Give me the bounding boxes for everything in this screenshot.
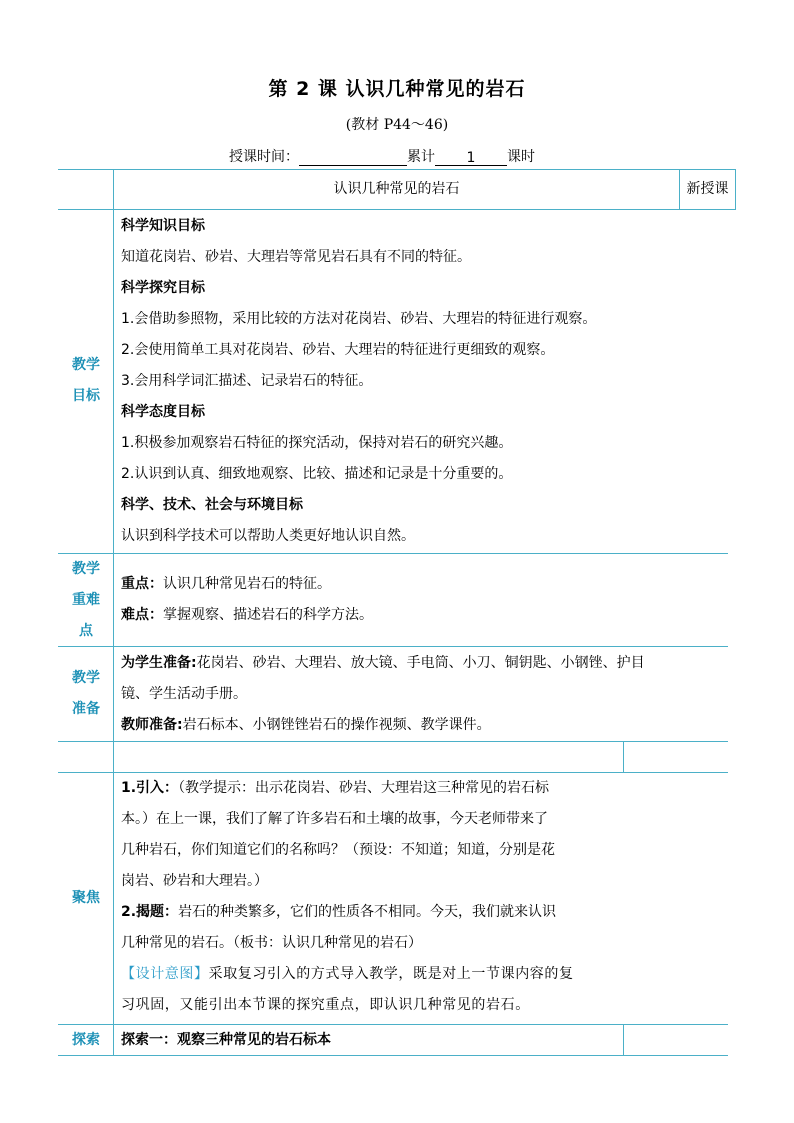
lesson-time-line (229, 146, 535, 166)
period-unit: 课时 (507, 149, 535, 165)
inquiry-item: 3.会用科学词汇描述、记录岩石的特征。 (121, 373, 373, 389)
table-line (623, 1024, 624, 1056)
inquiry-item: 2.会使用简单工具对花岗岩、砂岩、大理岩的特征进行更细致的观察。 (121, 342, 555, 358)
intro-line: 几种岩石，你们知道它们的名称吗？（预设：不知道；知道，分别是花 (121, 842, 555, 858)
attitude-heading: 科学态度目标 (121, 404, 205, 420)
textbook-reference: (教材 P44～46) (345, 117, 449, 133)
key-point-line: 重点：认识几种常见岩石的特征。 (121, 576, 331, 592)
preparation-content (121, 648, 645, 741)
total-value: 1 (435, 150, 507, 166)
table-line (58, 741, 728, 742)
attitude-item: 2.认识到认真、细致地观察、比较、描述和记录是十分重要的。 (121, 466, 513, 482)
difficult-point-line: 难点：掌握观察、描述岩石的科学方法。 (121, 607, 373, 623)
reveal-line: 2.揭题：岩石的种类繁多，它们的性质各不相同。今天，我们就来认识 (121, 904, 557, 920)
table-line (623, 741, 624, 773)
design-intent-tag: 【设计意图】 (121, 966, 209, 982)
key-points-label: 教学 重难 点 (72, 561, 100, 639)
intro-line: 岗岩、砂岩和大理岩。） (121, 873, 268, 889)
reveal-line: 几种常见的岩石。（板书：认识几种常见的岩石） (121, 935, 422, 951)
student-prep-line: 镜、学生活动手册。 (121, 686, 247, 702)
key-points-content (121, 569, 373, 631)
preparation-label: 教学 准备 (72, 670, 100, 717)
page-title: 第 2 课 认识几种常见的岩石 (268, 78, 526, 100)
teacher-prep-line: 教师准备:岩石标本、小钢锉锉岩石的操作视频、教学课件。 (121, 717, 491, 733)
intro-line: 本。）在上一课，我们了解了许多岩石和土壤的故事，今天老师带来了 (121, 811, 548, 827)
time-label: 授课时间： (229, 149, 299, 165)
inquiry-heading: 科学探究目标 (121, 280, 205, 296)
lesson-type-cell: 新授课 (686, 181, 729, 197)
objectives-content (121, 211, 596, 552)
total-label: 累计 (407, 149, 435, 165)
table-line (58, 646, 728, 647)
objectives-label: 教学 目标 (72, 357, 100, 404)
sts-text: 认识到科学技术可以帮助人类更好地认识自然。 (121, 528, 415, 544)
topic-cell: 认识几种常见的岩石 (333, 181, 460, 197)
explore-label: 探索 (72, 1032, 100, 1048)
table-line (58, 209, 736, 210)
sts-heading: 科学、技术、社会与环境目标 (121, 497, 303, 513)
time-blank (299, 150, 407, 166)
design-intent-line: 【设计意图】采取复习引入的方式导入教学，既是对上一节课内容的复 (121, 966, 574, 982)
attitude-item: 1.积极参加观察岩石特征的探究活动，保持对岩石的研究兴趣。 (121, 435, 513, 451)
knowledge-text: 知道花岗岩、砂岩、大理岩等常见岩石具有不同的特征。 (121, 249, 471, 265)
table-line (58, 553, 728, 554)
focus-content (121, 773, 574, 1021)
focus-label: 聚焦 (72, 890, 100, 906)
inquiry-item: 1.会借助参照物，采用比较的方法对花岗岩、砂岩、大理岩的特征进行观察。 (121, 311, 597, 327)
intro-line: 1.引入：（教学提示：出示花岗岩、砂岩、大理岩这三种常见的岩石标 (121, 780, 550, 796)
student-prep-line: 为学生准备:花岗岩、砂岩、大理岩、放大镜、手电筒、小刀、铜钥匙、小钢锉、护目 (121, 655, 645, 671)
table-line (58, 169, 736, 170)
knowledge-heading: 科学知识目标 (121, 218, 205, 234)
explore-first-heading: 探索一：观察三种常见的岩石标本 (121, 1032, 331, 1048)
design-intent-line: 习巩固，又能引出本节课的探究重点，即认识几种常见的岩石。 (121, 997, 530, 1013)
table-line (735, 169, 736, 210)
